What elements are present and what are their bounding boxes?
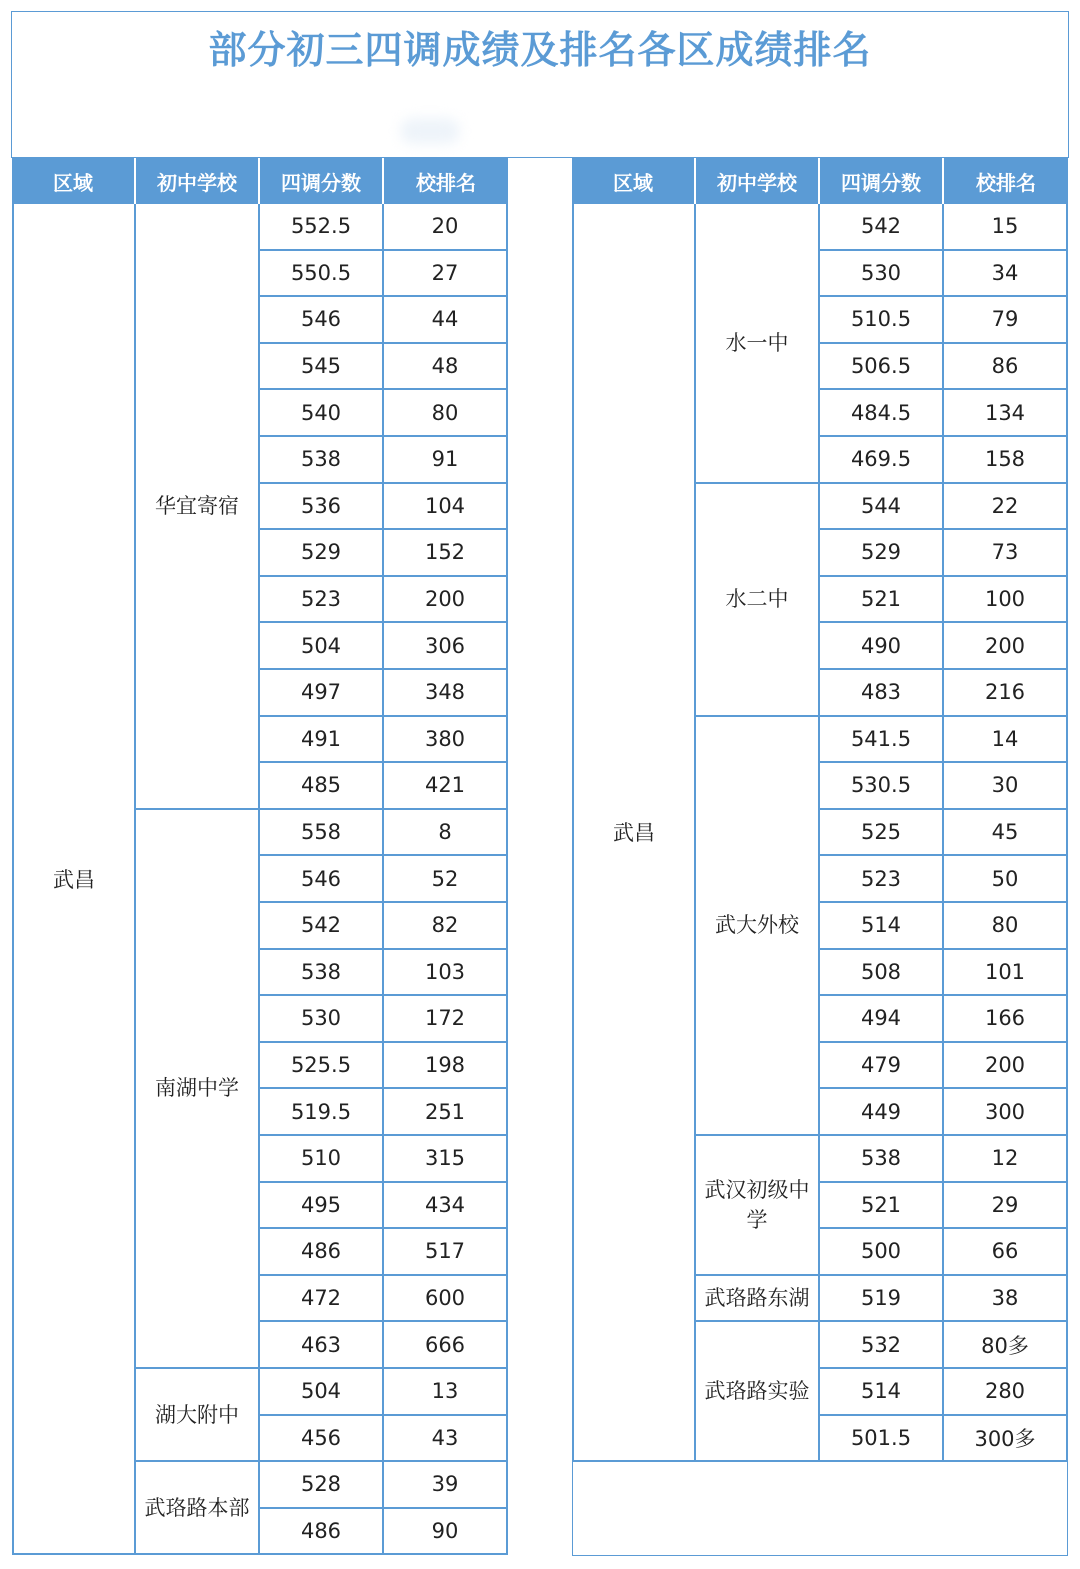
rank-cell: 251	[384, 1089, 508, 1136]
rank-cell: 100	[944, 577, 1068, 624]
score-cell: 519.5	[260, 1089, 384, 1136]
score-cell: 529	[260, 530, 384, 577]
rank-cell: 43	[384, 1416, 508, 1463]
column-header: 区域	[12, 158, 136, 204]
score-cell: 530.5	[820, 763, 944, 810]
rank-cell: 15	[944, 204, 1068, 251]
score-cell: 483	[820, 670, 944, 717]
score-cell: 541.5	[820, 717, 944, 764]
region-cell: 武昌	[12, 204, 136, 1555]
school-cell: 华宜寄宿	[136, 204, 260, 810]
rank-cell: 13	[384, 1369, 508, 1416]
school-cell: 武汉初级中学	[696, 1136, 820, 1276]
rank-cell: 14	[944, 717, 1068, 764]
score-cell: 532	[820, 1322, 944, 1369]
score-cell: 521	[820, 577, 944, 624]
score-cell: 521	[820, 1183, 944, 1230]
rank-cell: 73	[944, 530, 1068, 577]
score-cell: 546	[260, 856, 384, 903]
column-header: 四调分数	[260, 158, 384, 204]
score-cell: 484.5	[820, 390, 944, 437]
score-cell: 545	[260, 344, 384, 391]
score-cell: 525.5	[260, 1043, 384, 1090]
rank-cell: 30	[944, 763, 1068, 810]
score-cell: 504	[260, 1369, 384, 1416]
score-cell: 530	[820, 251, 944, 298]
rank-cell: 45	[944, 810, 1068, 857]
rank-cell: 29	[944, 1183, 1068, 1230]
score-cell: 525	[820, 810, 944, 857]
score-cell: 540	[260, 390, 384, 437]
rank-cell: 380	[384, 717, 508, 764]
score-cell: 544	[820, 484, 944, 531]
rank-cell: 20	[384, 204, 508, 251]
school-cell: 水二中	[696, 484, 820, 717]
score-cell: 550.5	[260, 251, 384, 298]
rank-cell: 86	[944, 344, 1068, 391]
rank-cell: 79	[944, 297, 1068, 344]
score-cell: 546	[260, 297, 384, 344]
column-header: 初中学校	[696, 158, 820, 204]
rank-cell: 82	[384, 903, 508, 950]
page-title: 部分初三四调成绩及排名各区成绩排名	[208, 28, 872, 72]
rank-cell: 200	[944, 623, 1068, 670]
score-cell: 497	[260, 670, 384, 717]
rank-cell: 22	[944, 484, 1068, 531]
score-cell: 510	[260, 1136, 384, 1183]
score-cell: 490	[820, 623, 944, 670]
rank-cell: 158	[944, 437, 1068, 484]
score-cell: 538	[260, 950, 384, 997]
rank-cell: 101	[944, 950, 1068, 997]
school-cell: 武珞路实验	[696, 1322, 820, 1462]
score-cell: 501.5	[820, 1416, 944, 1463]
score-cell: 449	[820, 1089, 944, 1136]
score-cell: 472	[260, 1276, 384, 1323]
school-cell: 湖大附中	[136, 1369, 260, 1462]
score-cell: 500	[820, 1229, 944, 1276]
rank-cell: 216	[944, 670, 1068, 717]
rank-cell: 34	[944, 251, 1068, 298]
score-cell: 456	[260, 1416, 384, 1463]
score-cell: 523	[260, 577, 384, 624]
school-cell: 水一中	[696, 204, 820, 484]
score-cell: 536	[260, 484, 384, 531]
school-cell: 武珞路东湖	[696, 1276, 820, 1323]
rank-cell: 80多	[944, 1322, 1068, 1369]
rank-cell: 200	[384, 577, 508, 624]
rank-cell: 166	[944, 996, 1068, 1043]
column-header: 校排名	[384, 158, 508, 204]
rank-cell: 198	[384, 1043, 508, 1090]
rank-cell: 90	[384, 1509, 508, 1556]
rank-cell: 38	[944, 1276, 1068, 1323]
column-header: 四调分数	[820, 158, 944, 204]
score-cell: 479	[820, 1043, 944, 1090]
rank-cell: 172	[384, 996, 508, 1043]
score-cell: 542	[260, 903, 384, 950]
score-cell: 469.5	[820, 437, 944, 484]
score-cell: 514	[820, 1369, 944, 1416]
rank-cell: 517	[384, 1229, 508, 1276]
rank-cell: 44	[384, 297, 508, 344]
score-cell: 538	[260, 437, 384, 484]
score-cell: 504	[260, 623, 384, 670]
score-cell: 528	[260, 1462, 384, 1509]
score-cell: 530	[260, 996, 384, 1043]
rank-cell: 306	[384, 623, 508, 670]
rank-cell: 8	[384, 810, 508, 857]
rank-cell: 27	[384, 251, 508, 298]
rank-cell: 315	[384, 1136, 508, 1183]
rank-cell: 600	[384, 1276, 508, 1323]
rank-cell: 434	[384, 1183, 508, 1230]
rank-cell: 52	[384, 856, 508, 903]
score-cell: 552.5	[260, 204, 384, 251]
score-cell: 485	[260, 763, 384, 810]
rank-cell: 103	[384, 950, 508, 997]
rank-cell: 348	[384, 670, 508, 717]
right-table-blank-area	[572, 1462, 1068, 1556]
score-cell: 495	[260, 1183, 384, 1230]
blurred-mark	[400, 118, 460, 144]
rank-cell: 134	[944, 390, 1068, 437]
rank-cell: 200	[944, 1043, 1068, 1090]
score-cell: 542	[820, 204, 944, 251]
rank-cell: 421	[384, 763, 508, 810]
rank-cell: 50	[944, 856, 1068, 903]
rank-cell: 280	[944, 1369, 1068, 1416]
rank-cell: 152	[384, 530, 508, 577]
rank-cell: 91	[384, 437, 508, 484]
score-cell: 486	[260, 1229, 384, 1276]
rank-cell: 66	[944, 1229, 1068, 1276]
school-cell: 武大外校	[696, 717, 820, 1136]
score-cell: 538	[820, 1136, 944, 1183]
rank-cell: 80	[384, 390, 508, 437]
school-cell: 武珞路本部	[136, 1462, 260, 1555]
score-cell: 463	[260, 1322, 384, 1369]
score-cell: 514	[820, 903, 944, 950]
score-cell: 523	[820, 856, 944, 903]
score-cell: 558	[260, 810, 384, 857]
school-cell: 南湖中学	[136, 810, 260, 1369]
score-cell: 491	[260, 717, 384, 764]
score-cell: 506.5	[820, 344, 944, 391]
column-header: 初中学校	[136, 158, 260, 204]
rank-cell: 39	[384, 1462, 508, 1509]
rank-cell: 48	[384, 344, 508, 391]
score-cell: 508	[820, 950, 944, 997]
rank-cell: 104	[384, 484, 508, 531]
rank-cell: 12	[944, 1136, 1068, 1183]
column-header: 区域	[572, 158, 696, 204]
rank-cell: 300多	[944, 1416, 1068, 1463]
rank-cell: 80	[944, 903, 1068, 950]
score-cell: 486	[260, 1509, 384, 1556]
score-cell: 510.5	[820, 297, 944, 344]
rank-cell: 300	[944, 1089, 1068, 1136]
score-cell: 529	[820, 530, 944, 577]
column-header: 校排名	[944, 158, 1068, 204]
rank-cell: 666	[384, 1322, 508, 1369]
score-cell: 494	[820, 996, 944, 1043]
score-cell: 519	[820, 1276, 944, 1323]
region-cell: 武昌	[572, 204, 696, 1462]
